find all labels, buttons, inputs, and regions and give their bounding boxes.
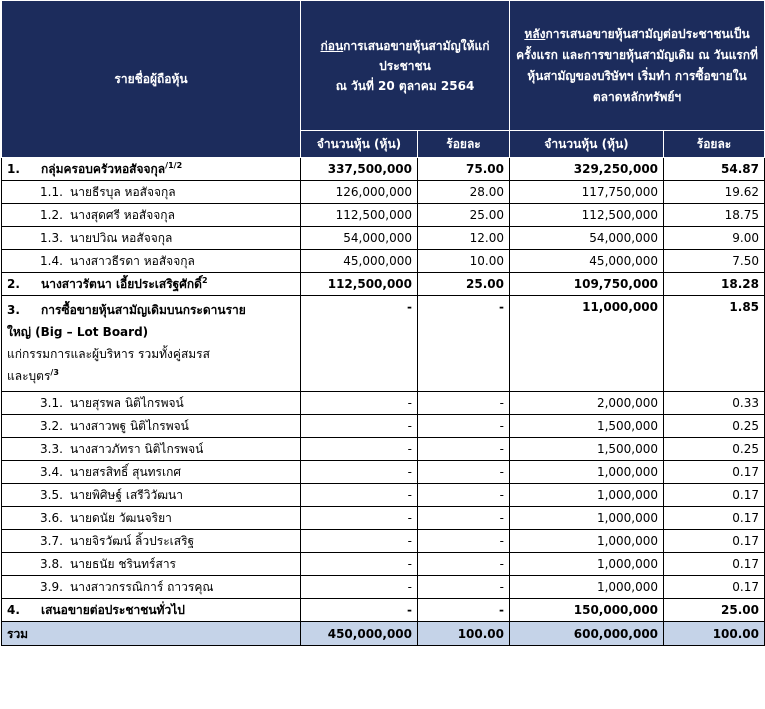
table-row	[2, 296, 765, 392]
shareholder-table	[1, 0, 765, 646]
after-shares: 1,000,000	[510, 507, 664, 530]
row-number: 3.6.	[40, 511, 63, 525]
row-label: นายพิศิษฐ์ เสรีวิวัฒนา	[70, 488, 183, 502]
row-label: นางสาวพฐู นิติไกรพจน์	[70, 419, 189, 433]
row-number: 3.4.	[40, 465, 63, 479]
before-percent: 25.00	[418, 204, 510, 227]
row-name	[2, 553, 301, 576]
after-percent: 0.17	[664, 576, 765, 599]
total-before-shares: 450,000,000	[301, 622, 418, 646]
after-percent: 0.25	[664, 415, 765, 438]
table-row	[2, 576, 765, 599]
row-number: 3.5.	[40, 488, 63, 502]
before-shares: 45,000,000	[301, 250, 418, 273]
after-shares: 1,000,000	[510, 530, 664, 553]
after-percent: 25.00	[664, 599, 765, 622]
row-label-line2: ใหญ่ (Big – Lot Board)	[7, 325, 149, 339]
before-rest-text: การเสนอขายหุ้นสามัญให้แก่ประชาชน	[343, 38, 490, 73]
row-number: 2.	[7, 277, 20, 291]
after-percent: 0.17	[664, 484, 765, 507]
row-number: 1.2.	[40, 208, 63, 222]
row-label: นางสาวธีรดา หอสัจจกุล	[70, 254, 195, 268]
row-number: 3.3.	[40, 442, 63, 456]
row-label: นางสุดศรี หอสัจจกุล	[70, 208, 175, 222]
before-underline-text: ก่อน	[320, 38, 344, 53]
after-percent: 0.17	[664, 507, 765, 530]
before-percent: -	[418, 438, 510, 461]
before-shares: 54,000,000	[301, 227, 418, 250]
before-shares: -	[301, 553, 418, 576]
after-percent: 9.00	[664, 227, 765, 250]
row-name	[2, 250, 301, 273]
row-number: 1.	[7, 162, 20, 176]
after-percent: 19.62	[664, 181, 765, 204]
row-label: นายธนัย ชรินทร์สาร	[70, 557, 177, 571]
after-rest-text: การเสนอขายหุ้นสามัญต่อประชาชนเป็นครั้งแรก และการขายหุ้นสามัญเดิม ณ วันแรกที่หุ้นสามัญของบริษัทฯ เริ่มทำ การซื้อขายในตลาดหลักทรัพย์ฯ	[516, 26, 758, 104]
after-percent: 18.28	[664, 273, 765, 296]
before-percent: 10.00	[418, 250, 510, 273]
before-date-text: ณ วันที่ 20 ตุลาคม 2564	[335, 78, 475, 93]
before-percent: 12.00	[418, 227, 510, 250]
row-number: 3.8.	[40, 557, 63, 571]
table-row	[2, 181, 765, 204]
row-label: นางสาวรัตนา เอี้ยประเสริฐศักดิ์	[41, 277, 202, 291]
after-shares: 1,000,000	[510, 484, 664, 507]
before-shares: -	[301, 599, 418, 622]
after-shares: 2,000,000	[510, 392, 664, 415]
row-label: นางสาวภัทรา นิติไกรพจน์	[70, 442, 204, 456]
row-footnote: 2	[201, 276, 208, 285]
before-percent: -	[418, 553, 510, 576]
before-percent-header: ร้อยละ	[418, 131, 510, 158]
before-percent: -	[418, 576, 510, 599]
table-row	[2, 507, 765, 530]
row-name	[2, 273, 301, 296]
before-percent: 25.00	[418, 273, 510, 296]
row-number: 3.2.	[40, 419, 63, 433]
after-percent: 0.17	[664, 553, 765, 576]
row-name	[2, 392, 301, 415]
before-shares: -	[301, 438, 418, 461]
row-number: 3.1.	[40, 396, 63, 410]
row-label: เสนอขายต่อประชาชนทั่วไป	[41, 603, 185, 617]
row-name	[2, 599, 301, 622]
before-shares: -	[301, 461, 418, 484]
row-footnote: /1/2	[165, 161, 183, 170]
col-header-name: รายชื่อผู้ถือหุ้น	[2, 1, 301, 158]
row-number: 1.3.	[40, 231, 63, 245]
row-number: 3.7.	[40, 534, 63, 548]
after-percent-header: ร้อยละ	[664, 131, 765, 158]
total-after-percent: 100.00	[664, 622, 765, 646]
before-shares-header: จำนวนหุ้น (หุ้น)	[301, 131, 418, 158]
after-shares: 1,000,000	[510, 576, 664, 599]
row-name	[2, 415, 301, 438]
after-percent: 1.85	[664, 296, 765, 392]
total-after-shares: 600,000,000	[510, 622, 664, 646]
before-shares: -	[301, 507, 418, 530]
after-shares-header: จำนวนหุ้น (หุ้น)	[510, 131, 664, 158]
before-shares: 126,000,000	[301, 181, 418, 204]
total-before-percent: 100.00	[418, 622, 510, 646]
table-row	[2, 273, 765, 296]
table-row	[2, 158, 765, 181]
row-label-line4: และบุตร	[7, 369, 51, 383]
after-percent: 18.75	[664, 204, 765, 227]
row-number: 1.1.	[40, 185, 63, 199]
after-shares: 1,500,000	[510, 415, 664, 438]
before-shares: -	[301, 530, 418, 553]
before-shares: -	[301, 576, 418, 599]
row-name	[2, 181, 301, 204]
row-footnote: /3	[50, 368, 59, 377]
row-name	[2, 158, 301, 181]
after-shares: 54,000,000	[510, 227, 664, 250]
after-percent: 0.17	[664, 461, 765, 484]
row-label: นายธีรบุล หอสัจจกุล	[70, 185, 176, 199]
before-shares: -	[301, 392, 418, 415]
before-shares: 337,500,000	[301, 158, 418, 181]
table-row	[2, 392, 765, 415]
row-number: 1.4.	[40, 254, 63, 268]
after-shares: 1,000,000	[510, 553, 664, 576]
table-row	[2, 599, 765, 622]
table-row	[2, 553, 765, 576]
after-shares: 329,250,000	[510, 158, 664, 181]
row-number: 4.	[7, 603, 20, 617]
table-row	[2, 415, 765, 438]
table-row	[2, 530, 765, 553]
row3-sub-items	[2, 392, 765, 599]
row-name	[2, 438, 301, 461]
before-percent: -	[418, 392, 510, 415]
before-shares: -	[301, 484, 418, 507]
row-label-line1: การซื้อขายหุ้นสามัญเดิมบนกระดานราย	[41, 303, 246, 317]
table-row	[2, 438, 765, 461]
row-name	[2, 507, 301, 530]
before-shares: 112,500,000	[301, 204, 418, 227]
row-name	[2, 530, 301, 553]
row-number: 3.	[7, 303, 20, 317]
total-row	[2, 622, 765, 646]
before-percent: -	[418, 530, 510, 553]
before-shares: -	[301, 296, 418, 392]
row-name	[2, 461, 301, 484]
table-row	[2, 250, 765, 273]
after-percent: 0.33	[664, 392, 765, 415]
before-percent: -	[418, 415, 510, 438]
after-shares: 109,750,000	[510, 273, 664, 296]
row-name	[2, 204, 301, 227]
row-name	[2, 484, 301, 507]
row-name	[2, 576, 301, 599]
before-percent: -	[418, 461, 510, 484]
row-label: นายสุรพล นิติไกรพจน์	[70, 396, 184, 410]
row-label: กลุ่มครอบครัวหอสัจจกุล	[41, 162, 166, 176]
after-percent: 54.87	[664, 158, 765, 181]
table-row	[2, 204, 765, 227]
row-label: นายจิรวัฒน์ ลิ้วประเสริฐ	[70, 534, 195, 548]
row-number: 3.9.	[40, 580, 63, 594]
after-shares: 150,000,000	[510, 599, 664, 622]
before-percent: -	[418, 484, 510, 507]
after-percent: 0.25	[664, 438, 765, 461]
before-percent: 75.00	[418, 158, 510, 181]
after-shares: 11,000,000	[510, 296, 664, 392]
before-percent: -	[418, 599, 510, 622]
after-percent: 0.17	[664, 530, 765, 553]
total-label: รวม	[2, 622, 301, 646]
before-shares: -	[301, 415, 418, 438]
after-shares: 1,500,000	[510, 438, 664, 461]
row-label-line3: แก่กรรมการและผู้บริหาร รวมทั้งคู่สมรส	[7, 347, 210, 361]
after-shares: 45,000,000	[510, 250, 664, 273]
col-header-after	[510, 1, 765, 131]
row-label: นายดนัย วัฒนจริยา	[70, 511, 172, 525]
after-shares: 1,000,000	[510, 461, 664, 484]
after-shares: 112,500,000	[510, 204, 664, 227]
col-header-before	[301, 1, 510, 131]
after-percent: 7.50	[664, 250, 765, 273]
row-name	[2, 296, 301, 392]
row-label: นางสาวกรรณิการ์ ถาวรคุณ	[70, 580, 214, 594]
row-name	[2, 227, 301, 250]
before-percent: -	[418, 507, 510, 530]
table-row	[2, 227, 765, 250]
before-shares: 112,500,000	[301, 273, 418, 296]
after-underline-text: หลัง	[524, 26, 546, 41]
row-label: นายสรสิทธิ์ สุนทรเกศ	[70, 465, 181, 479]
table-row	[2, 461, 765, 484]
before-percent: -	[418, 296, 510, 392]
after-shares: 117,750,000	[510, 181, 664, 204]
table-row	[2, 484, 765, 507]
before-percent: 28.00	[418, 181, 510, 204]
row-label: นายปวิณ หอสัจจกุล	[70, 231, 173, 245]
